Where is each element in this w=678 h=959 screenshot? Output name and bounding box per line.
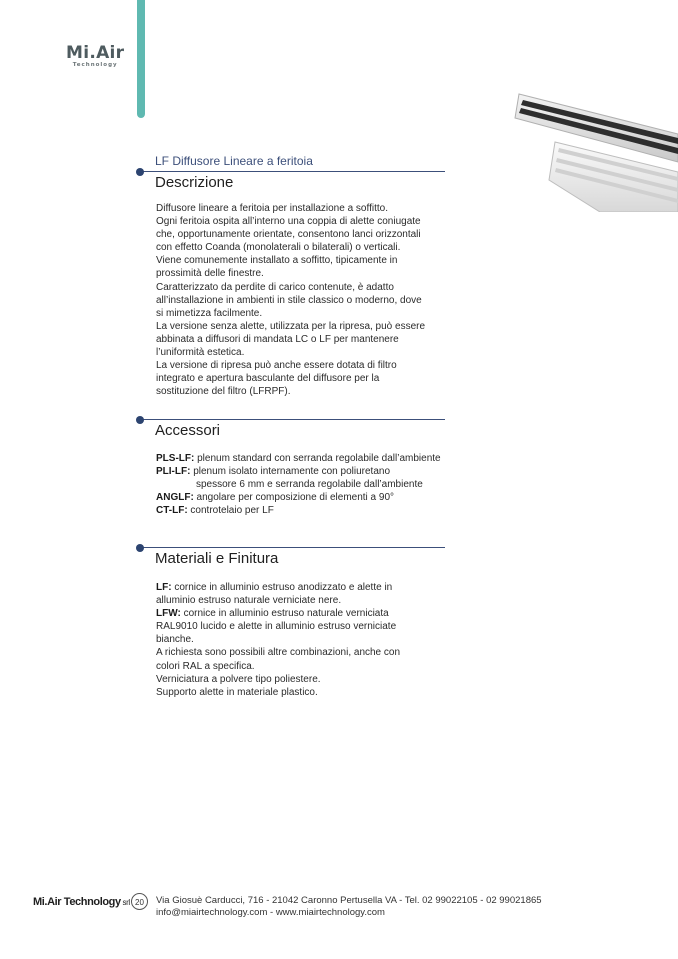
item-text: prossimità delle finestre. [156,268,264,280]
accessori-list [156,452,441,517]
section-rule [140,419,445,420]
text-line [156,320,425,333]
item-text: bianche. [156,634,194,646]
text-line [156,346,425,359]
footer-brand [33,896,130,908]
accent-bar [137,0,145,118]
logo-subtitle: Technology [72,62,118,68]
item-code: LFW: [156,608,181,620]
text-line [156,281,425,294]
text-line [156,491,441,504]
item-text: spessore 6 mm e serranda regolabile dall’ambiente [196,479,423,491]
section-rule [140,171,445,172]
product-image [505,72,678,212]
section-title: Accessori [155,422,221,439]
item-text: Viene comunemente installato a soffitto, tipicamente in [156,255,398,267]
section-bullet [136,168,144,176]
footer-brand-srl: srl [120,898,130,907]
footer-contacts: info@miairtechnology.com - www.miairtechnology.com [156,907,385,918]
descrizione-text [156,202,425,398]
text-line [156,241,425,254]
text-line [156,581,400,594]
item-text: si mimetizza facilmente. [156,307,263,319]
item-code: PLI-LF: [156,466,191,478]
text-line [156,686,400,699]
text-line [156,660,400,673]
item-text: A richiesta sono possibili altre combinazioni, anche con [156,647,401,659]
text-line [156,620,400,633]
section-bullet [136,416,144,424]
footer-address: Via Giosuè Carducci, 716 - 21042 Caronno Pertusella VA - Tel. 02 99022105 - 02 99021865 [156,895,542,906]
text-line [156,607,400,620]
item-code: CT-LF: [156,505,188,517]
item-text: cornice in alluminio estruso naturale verniciata [180,608,389,620]
text-line [156,333,425,346]
item-text: Supporto alette in materiale plastico. [156,686,318,698]
section-title: Descrizione [155,174,234,191]
text-line [156,215,425,228]
item-code: PLS-LF: [156,453,195,464]
text-line [156,385,425,398]
item-text: RAL9010 lucido e alette in alluminio estruso verniciate [156,621,397,633]
text-line [156,633,400,646]
text-line [156,202,425,215]
footer-brand-name: Mi.Air Technology [33,896,121,908]
item-code: LF: [156,582,172,593]
text-line [156,254,425,267]
text-line [156,478,441,491]
text-line [156,372,425,385]
item-text: alluminio estruso naturale verniciate nere. [156,595,342,607]
footer-address-block [156,895,542,919]
section-title: Materiali e Finitura [155,550,279,567]
item-text: plenum isolato internamente con poliuretano [190,466,391,478]
logo [66,44,124,69]
item-code: ANGLF: [156,492,194,504]
item-text: Ogni feritoia ospita all’interno una coppia di alette coniugate [156,216,421,228]
item-text: plenum standard con serranda regolabile dall’ambiente [194,453,441,464]
item-text: sostituzione del filtro (LFRPF). [156,386,291,398]
text-line [156,307,425,320]
item-text: l’uniformità estetica. [156,347,245,359]
text-line [156,359,425,372]
text-line [156,594,400,607]
product-title: LF Diffusore Lineare a feritoia [155,154,313,168]
text-line [156,646,400,659]
item-text: colori RAL a specifica. [156,660,255,672]
item-text: cornice in alluminio estruso anodizzato e alette in [171,582,393,593]
text-line [156,673,400,686]
text-line [156,267,425,280]
item-text: Verniciatura a polvere tipo poliestere. [156,673,321,685]
text-line [156,504,441,517]
text-line [156,465,441,478]
text-line [156,228,425,241]
text-line [156,294,425,307]
item-text: controtelaio per LF [187,505,274,517]
item-text: all’installazione in ambienti in stile classico o moderno, dove [156,294,422,306]
item-text: integrato e apertura basculante del diffusore per la [156,373,380,385]
logo-name: Mi.Air [66,43,125,63]
section-bullet [136,544,144,552]
item-text: abbinata a diffusori di mandata LC o LF per mantenere [156,333,399,345]
item-text: La versione di ripresa può anche essere dotata di filtro [156,360,397,372]
item-text: Caratterizzato da perdite di carico contenute, è adatto [156,281,394,293]
item-text: Diffusore lineare a feritoia per installazione a soffitto. [156,203,388,214]
item-text: che, opportunamente orientate, consentono lanci orizzontali [156,229,421,241]
page-number: 20 [131,893,148,910]
item-text: La versione senza alette, utilizzata per la ripresa, può essere [156,320,426,332]
item-text: con effetto Coanda (monolaterali o bilaterali) o verticali. [156,242,401,254]
materiali-text [156,581,400,699]
section-rule [140,547,445,548]
item-text: angolare per composizione di elementi a 90° [193,492,395,504]
text-line [156,452,441,465]
